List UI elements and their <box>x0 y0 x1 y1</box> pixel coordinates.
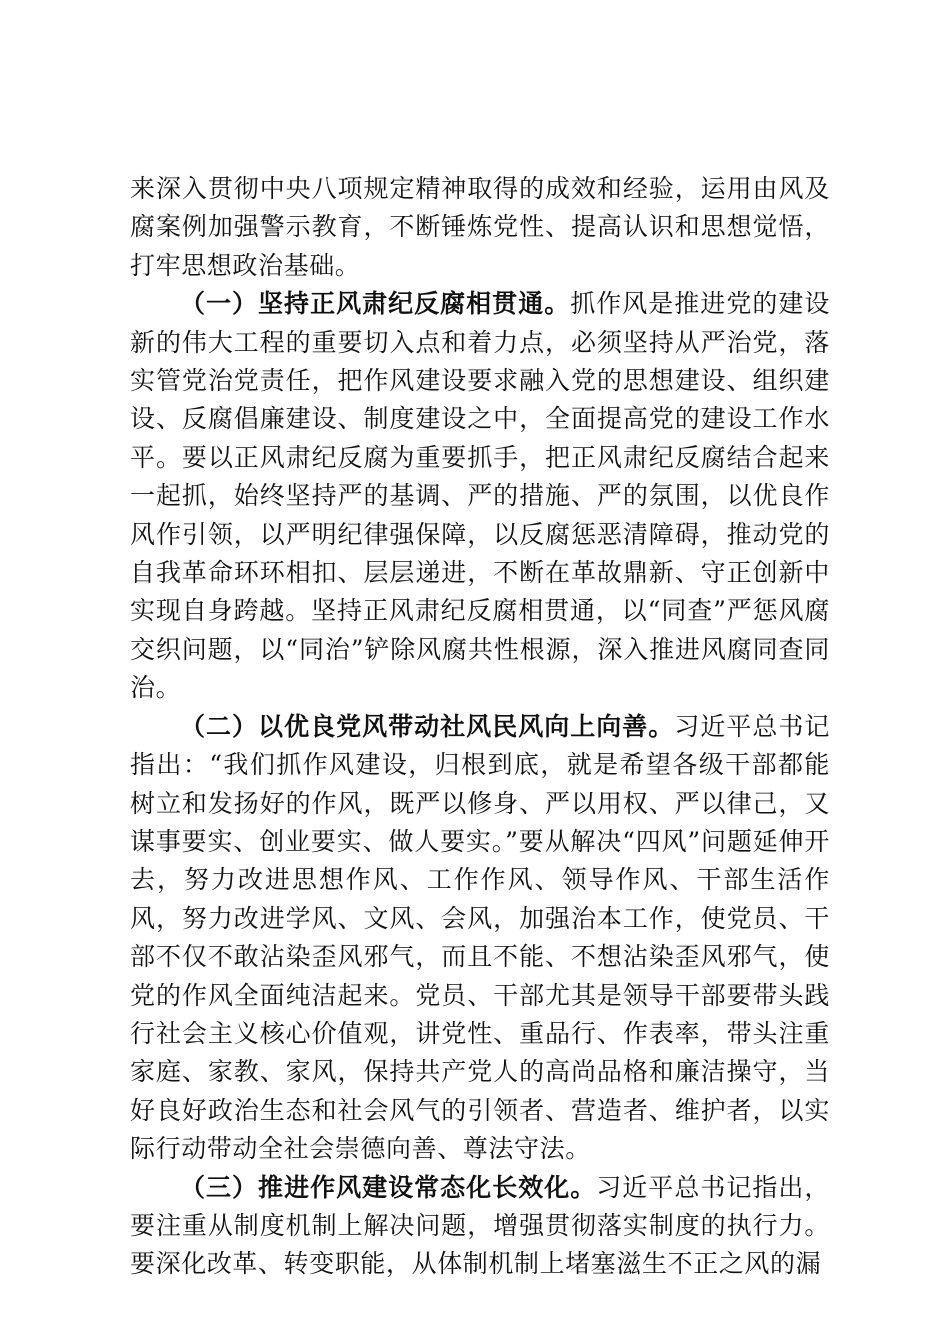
section-1-heading: （一）坚持正风肃纪反腐相贯通。 <box>180 289 571 319</box>
document-page <box>130 170 830 1284</box>
paragraph-section-2 <box>130 708 830 1169</box>
paragraph-intro <box>130 170 830 285</box>
section-1-body: 抓作风是推进党的建设新的伟大工程的重要切入点和着力点，必须坚持从严治党，落实管党治党责任，把作风建设要求融入党的思想建设、组织建设、反腐倡廉建设、制度建设之中，全面提高党的建设工作水平。要以正风肃纪反腐为重要抓手，把正风肃纪反腐结合起来一起抓，始终坚持严的基调、严的措施、严的氛围，以优良作风作引领，以严明纪律强保障，以反腐惩恶清障碍，推动党的自我革命环环相扣、层层递进，不断在革故鼎新、守正创新中实现自身跨越。坚持正风肃纪反腐相贯通，以“同查”严惩风腐交织问题，以“同治”铲除风腐共性根源，深入推进风腐同查同治。 <box>130 289 830 703</box>
paragraph-intro-text: 来深入贯彻中央八项规定精神取得的成效和经验，运用由风及腐案例加强警示教育，不断锤炼党性、提高认识和思想觉悟，打牢思想政治基础。 <box>130 174 830 280</box>
paragraph-section-1 <box>130 285 830 707</box>
section-2-body: 习近平总书记指出：“我们抓作风建设，归根到底，就是希望各级干部都能树立和发扬好的作风，既严以修身、严以用权、严以律己，又谋事要实、创业要实、做人要实。”要从解决“四风”问题延伸开去，努力改进思想作风、工作作风、领导作风、干部生活作风，努力改进学风、文风、会风，加强治本工作，使党员、干部不仅不敢沾染歪风邪气，而且不能、不想沾染歪风邪气，使党的作风全面纯洁起来。党员、干部尤其是领导干部要带头践行社会主义核心价值观，讲党性、重品行、作表率，带头注重家庭、家教、家风，保持共产党人的高尚品格和廉洁操守，当好良好政治生态和社会风气的引领者、营造者、维护者，以实际行动带动全社会崇德向善、尊法守法。 <box>130 711 830 1164</box>
section-2-heading: （二）以优良党风带动社风民风向上向善。 <box>180 711 675 741</box>
section-3-heading: （三）推进作风建设常态化长效化。 <box>180 1172 597 1202</box>
paragraph-section-3 <box>130 1169 830 1284</box>
section-3-body: 习近平总书记指出，要注重从制度机制上解决问题，增强贯彻落实制度的执行力。要深化改革、转变职能，从体制机制上堵塞滋生不正之风的漏 <box>130 1172 830 1279</box>
